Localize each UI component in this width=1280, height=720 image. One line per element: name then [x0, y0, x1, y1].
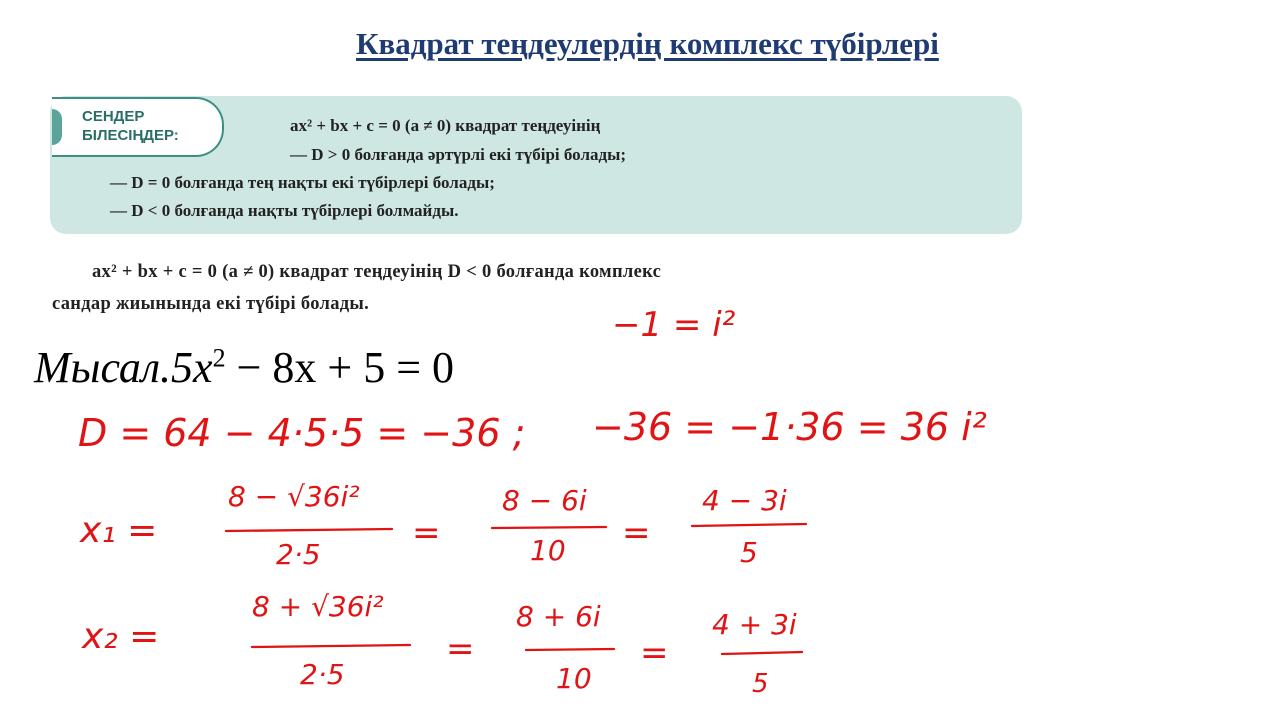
statement-line-1: ax² + bx + c = 0 (a ≠ 0) квадрат теңдеуінің D < 0 болғанда комплекс	[92, 262, 662, 282]
x1-numerator: 8 − √36i²	[228, 480, 360, 513]
discriminant-line: D = 64 − 4·5·5 = −36 ;	[78, 411, 526, 455]
x1-denominator-2: 10	[530, 534, 566, 567]
info-line-4: — D < 0 болғанда нақты түбірлері болмайды.	[110, 201, 459, 220]
x1-numerator-3: 4 − 3i	[702, 484, 787, 517]
x2-denominator-3: 5	[752, 669, 769, 699]
x2-equals-1: =	[446, 629, 475, 669]
example-exponent: 2	[212, 343, 226, 373]
x1-fraction-bar-3	[692, 524, 806, 526]
example-label: Мысал.	[34, 343, 172, 392]
x2-denominator: 2·5	[300, 658, 345, 691]
x2-label: x₂ =	[82, 616, 160, 657]
x2-numerator-2: 8 + 6i	[516, 600, 601, 633]
x2-denominator-2: 10	[556, 662, 592, 695]
info-line-3: — D = 0 болғанда тең нақты екі түбірлері болады;	[110, 173, 495, 192]
x1-equals-2: =	[622, 513, 651, 553]
info-line-1: ax² + bx + c = 0 (a ≠ 0) квадрат теңдеуінің	[290, 116, 601, 135]
x2-fraction-bar-2	[526, 649, 614, 650]
x2-fraction-bar-3	[722, 652, 802, 654]
x2-equals-2: =	[640, 633, 669, 673]
x1-denominator-3: 5	[740, 536, 758, 569]
x1-fraction-bar	[226, 529, 392, 531]
example-lhs: 5x	[171, 343, 213, 392]
x2-numerator-3: 4 + 3i	[712, 608, 797, 641]
page-title: Квадрат теңдеулердің комплекс түбірлері	[356, 26, 939, 61]
x1-denominator: 2·5	[276, 538, 321, 571]
x1-numerator-2: 8 − 6i	[502, 484, 587, 517]
info-line-2: — D > 0 болғанда әртүрлі екі түбірі болады;	[290, 145, 627, 164]
identity-note: −1 = i²	[612, 305, 736, 345]
x2-numerator: 8 + √36i²	[252, 590, 384, 623]
tag-label: СЕНДЕР БІЛЕСІҢДЕР:	[82, 108, 179, 144]
x1-label: x₁ =	[80, 510, 158, 551]
x1-equals-1: =	[412, 513, 441, 553]
statement-line-2: сандар жиынында екі түбірі болады.	[52, 294, 370, 314]
example-rest: − 8x + 5 = 0	[225, 343, 455, 392]
x2-fraction-bar	[252, 645, 410, 647]
x1-fraction-bar-2	[492, 527, 606, 528]
neg36-line: −36 = −1·36 = 36 i²	[592, 405, 987, 449]
